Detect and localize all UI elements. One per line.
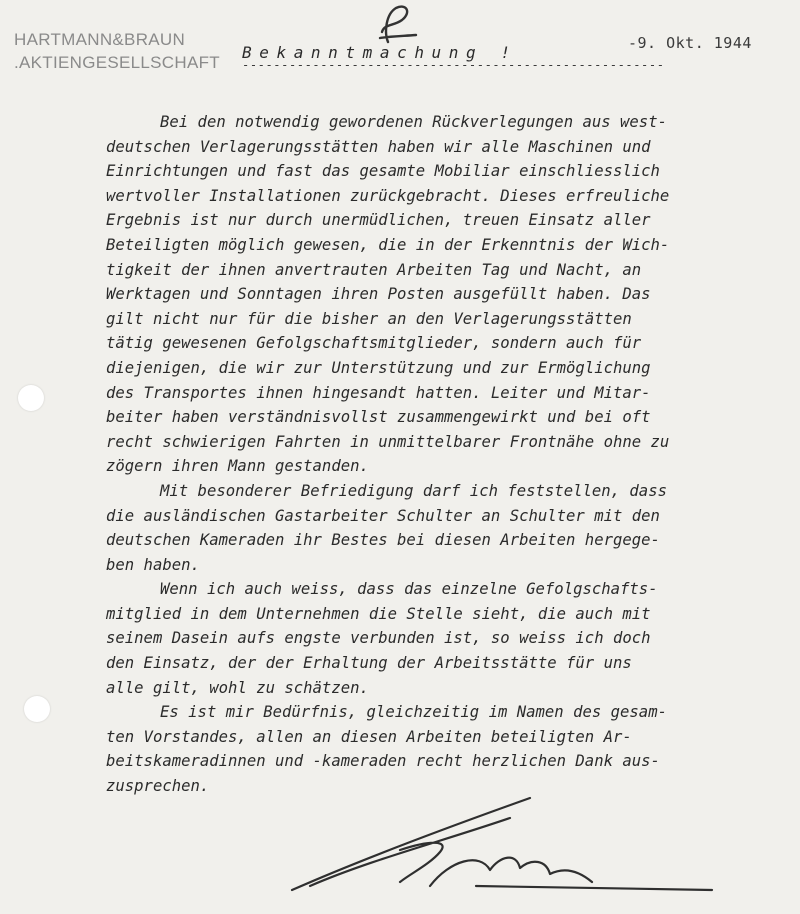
body-line: tigkeit der ihnen anvertrauten Arbeiten Tag und Nacht, an [106,260,642,279]
body-line: alle gilt, wohl zu schätzen. [106,678,369,697]
body-line: Es ist mir Bedürfnis, gleichzeitig im Namen des gesam- [160,703,667,722]
body-line: beiter haben verständnisvollst zusammengewirkt und bei oft [106,408,651,427]
body-line: deutschen Verlagerungsstätten haben wir alle Maschinen und [106,137,651,156]
body-line: deutschen Kameraden ihr Bestes bei diesen Arbeiten hergege- [106,531,660,550]
body-line: tätig gewesenen Gefolgschaftsmitglieder, sondern auch für [106,334,642,353]
body-line: mitglied in dem Unternehmen die Stelle sieht, die auch mit [106,604,651,623]
body-line: Einrichtungen und fast das gesamte Mobiliar einschliesslich [106,162,660,181]
page-title: Bekanntmachung ! [242,43,518,62]
body-line: Wenn ich auch weiss, dass das einzelne Gefolgschafts- [160,580,658,599]
body-line: wertvoller Installationen zurückgebracht. Dieses erfreuliche [106,186,670,205]
body-line: Ergebnis ist nur durch unermüdlichen, treuen Einsatz aller [106,211,651,230]
company-letterhead [14,28,220,74]
announcement-body [106,110,786,799]
handwritten-initial-mark [362,2,422,46]
handwritten-signature [280,790,720,900]
body-line: Beteiligten möglich gewesen, die in der Erkenntnis der Wich- [106,235,670,254]
body-line: die ausländischen Gastarbeiter Schulter an Schulter mit den [106,506,660,525]
body-line: recht schwierigen Fahrten in unmittelbarer Frontnähe ohne zu [106,432,670,451]
body-line: diejenigen, die wir zur Unterstützung und zur Ermöglichung [106,358,651,377]
punch-hole-lower [24,696,50,722]
body-line: beitskameradinnen und -kameraden recht herzlichen Dank aus- [106,752,660,771]
date-stamp: -9. Okt. 1944 [628,34,752,52]
body-line: Werktagen und Sonntagen ihren Posten ausgefüllt haben. Das [106,285,651,304]
body-line: Mit besonderer Befriedigung darf ich feststellen, dass [160,481,667,500]
body-line: Bei den notwendig gewordenen Rückverlegungen aus west- [160,113,667,131]
body-line: ten Vorstandes, allen an diesen Arbeiten beteiligten Ar- [106,727,632,746]
company-name: HARTMANN&BRAUN [14,30,186,49]
body-line: des Transportes ihnen hingesandt hatten. Leiter und Mitar- [106,383,651,402]
body-line: den Einsatz, der der Erhaltung der Arbeitsstätte für uns [106,654,632,673]
body-line: zusprechen. [106,777,210,796]
body-line: gilt nicht nur für die bisher an den Verlagerungsstätten [106,309,632,328]
body-line: ben haben. [106,555,200,574]
punch-hole-upper [18,385,44,411]
body-line: zögern ihren Mann gestanden. [106,457,369,476]
title-underline: ------------------------------------------------------ [242,58,665,72]
body-line: seinem Dasein aufs engste verbunden ist, so weiss ich doch [106,629,651,648]
company-legal-form: .AKTIENGESELLSCHAFT [14,53,220,72]
